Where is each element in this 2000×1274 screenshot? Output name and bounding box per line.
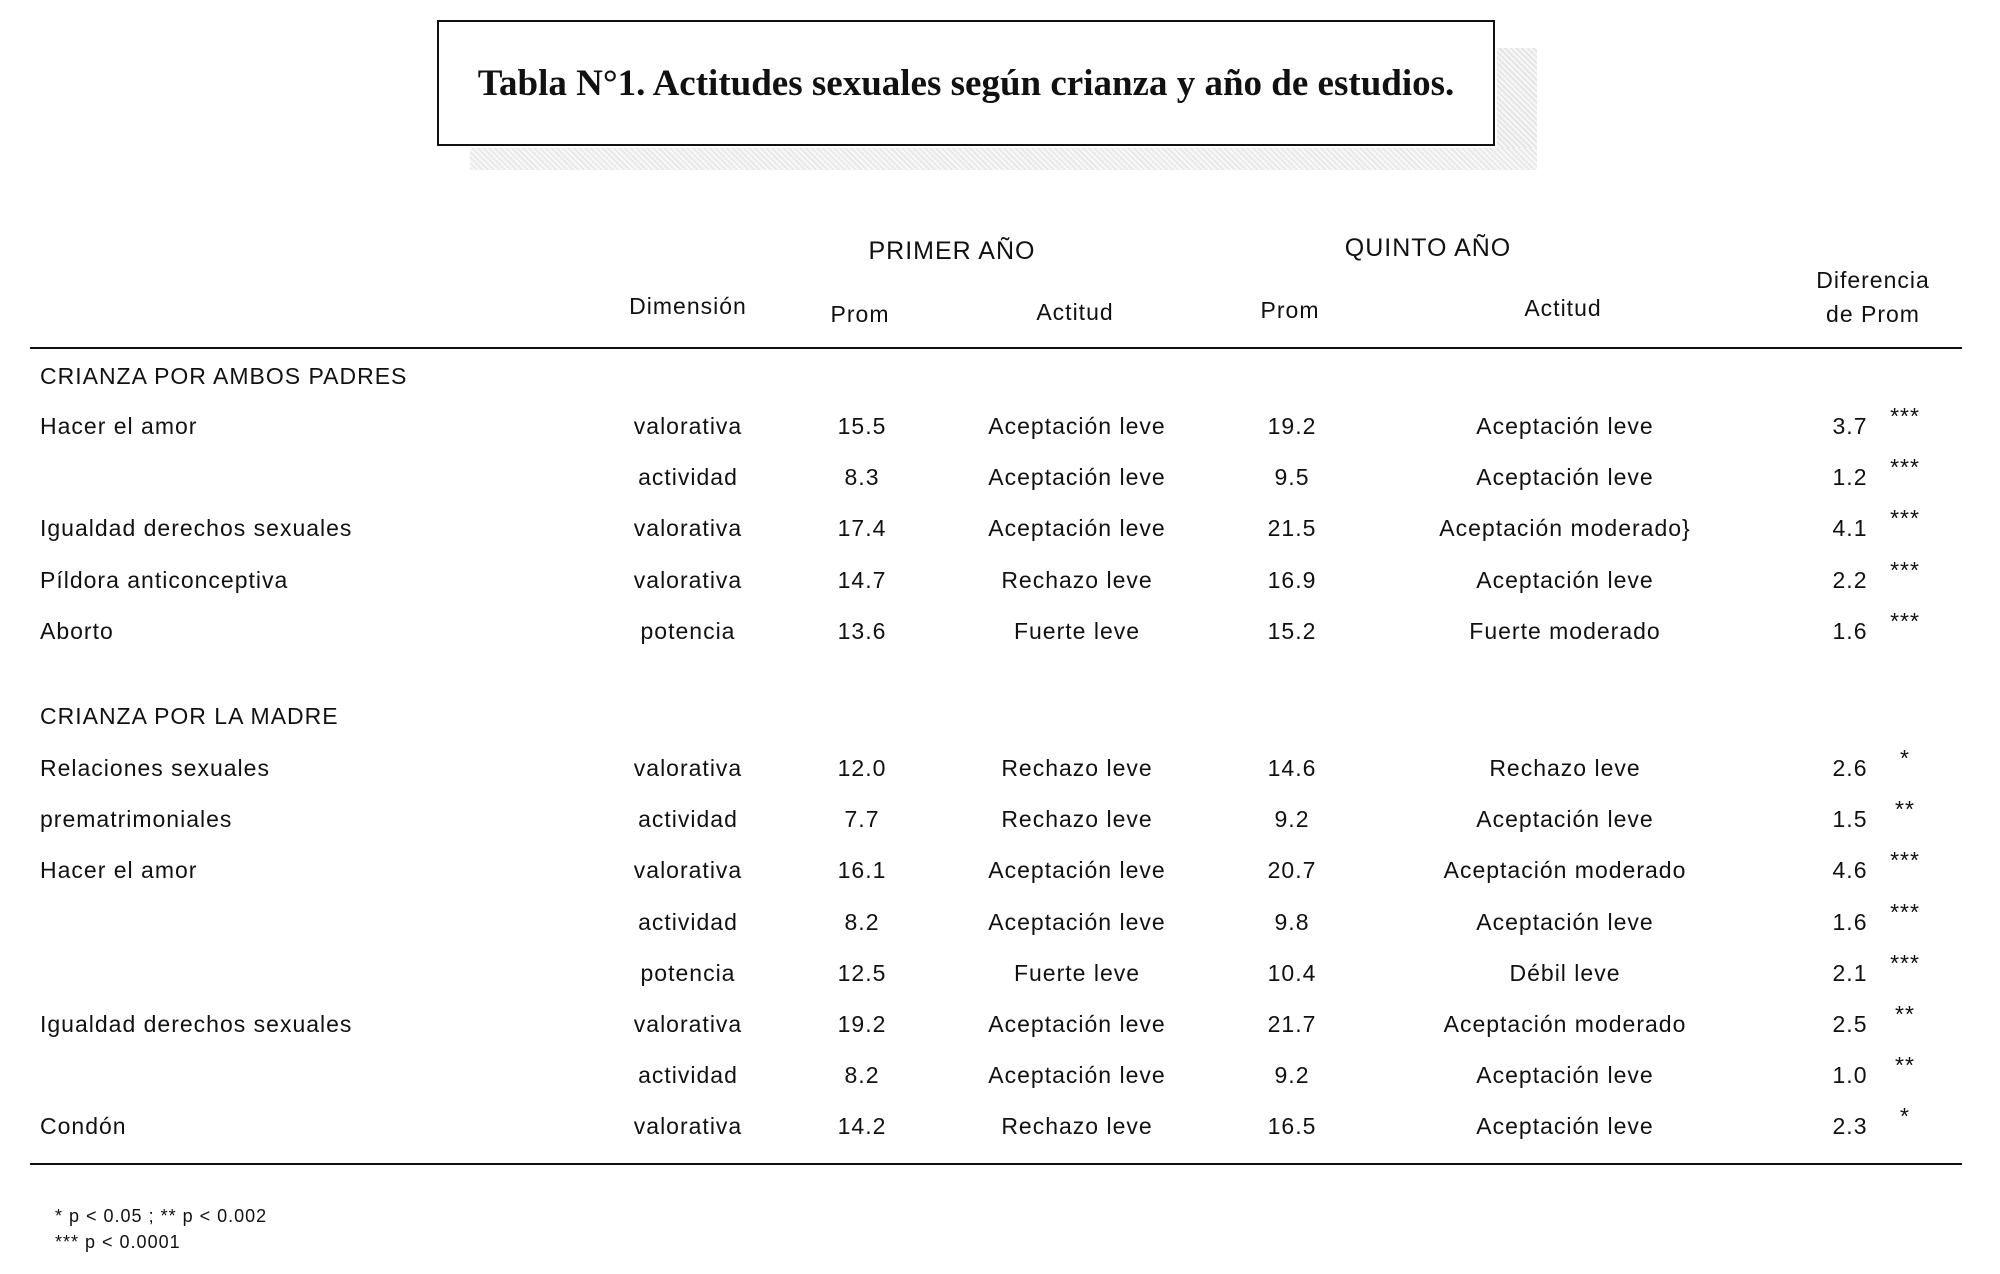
cell-diferencia: 3.7	[1832, 413, 1868, 439]
cell-prom-quinto: 9.2	[1274, 1062, 1310, 1089]
cell-prom-primer: 7.7	[844, 806, 880, 833]
cell-prom-quinto: 19.2	[1267, 413, 1317, 439]
section-heading: CRIANZA POR AMBOS PADRES	[40, 363, 408, 389]
row-label: Píldora anticonceptiva	[40, 566, 289, 593]
cell-significance: **	[1895, 796, 1915, 823]
cell-actitud-quinto: Aceptación leve	[1476, 806, 1654, 833]
cell-significance: *	[1900, 1103, 1910, 1130]
cell-diferencia: 1.6	[1832, 617, 1868, 644]
cell-actitud-quinto: Aceptación moderado}	[1439, 515, 1691, 542]
cell-prom-primer: 14.7	[837, 566, 887, 593]
cell-dimension: actividad	[638, 908, 738, 935]
cell-dimension: potencia	[640, 959, 736, 986]
cell-actitud-quinto: Aceptación moderado	[1443, 1011, 1687, 1037]
header-dimension: Dimensión	[629, 293, 747, 319]
header-de-prom: de Prom	[1826, 301, 1920, 327]
row-label: Igualdad derechos sexuales	[40, 515, 353, 542]
cell-actitud-primer: Aceptación leve	[988, 1011, 1166, 1037]
cell-dimension: valorativa	[633, 413, 743, 439]
cell-significance: **	[1895, 1052, 1915, 1079]
cell-actitud-quinto: Aceptación leve	[1476, 566, 1654, 593]
cell-significance: ***	[1890, 403, 1920, 429]
cell-actitud-primer: Rechazo leve	[1001, 755, 1153, 781]
cell-prom-quinto: 21.5	[1267, 515, 1317, 542]
header-actitud-quinto: Actitud	[1524, 295, 1602, 321]
cell-diferencia: 2.1	[1832, 959, 1868, 986]
cell-prom-quinto: 9.2	[1274, 806, 1310, 833]
row-label: Igualdad derechos sexuales	[40, 1011, 353, 1037]
section-heading: CRIANZA POR LA MADRE	[40, 703, 339, 729]
cell-actitud-quinto: Aceptación leve	[1476, 908, 1654, 935]
cell-prom-primer: 13.6	[837, 617, 887, 644]
cell-dimension: valorativa	[633, 857, 743, 884]
cell-actitud-quinto: Fuerte moderado	[1469, 617, 1661, 644]
header-rule	[30, 347, 1962, 349]
cell-actitud-primer: Aceptación leve	[988, 515, 1166, 542]
cell-diferencia: 1.0	[1832, 1062, 1868, 1089]
cell-prom-quinto: 9.8	[1274, 908, 1310, 935]
cell-prom-primer: 12.5	[837, 959, 887, 986]
cell-significance: ***	[1890, 949, 1920, 976]
cell-significance: ***	[1890, 898, 1920, 925]
cell-actitud-quinto: Aceptación leve	[1476, 1062, 1654, 1089]
cell-dimension: actividad	[638, 1062, 738, 1089]
cell-actitud-primer: Aceptación leve	[988, 464, 1166, 491]
cell-significance: ***	[1890, 556, 1920, 583]
cell-actitud-quinto: Aceptación leve	[1476, 1113, 1654, 1140]
row-label: Relaciones sexuales	[40, 755, 270, 781]
cell-diferencia: 1.6	[1832, 908, 1868, 935]
cell-dimension: actividad	[638, 806, 738, 833]
cell-actitud-primer: Fuerte leve	[1013, 617, 1141, 644]
header-diferencia: Diferencia	[1816, 267, 1930, 293]
cell-prom-primer: 12.0	[837, 755, 887, 781]
cell-prom-quinto: 15.2	[1267, 617, 1317, 644]
cell-prom-quinto: 16.5	[1267, 1113, 1317, 1140]
cell-prom-quinto: 21.7	[1267, 1011, 1317, 1037]
cell-diferencia: 1.2	[1832, 464, 1868, 491]
cell-diferencia: 2.2	[1832, 566, 1868, 593]
cell-dimension: potencia	[640, 617, 736, 644]
cell-diferencia: 4.6	[1832, 857, 1868, 884]
cell-significance: *	[1900, 745, 1910, 771]
cell-prom-primer: 14.2	[837, 1113, 887, 1140]
cell-actitud-quinto: Aceptación moderado	[1443, 857, 1687, 884]
cell-prom-primer: 17.4	[837, 515, 887, 542]
cell-diferencia: 1.5	[1832, 806, 1868, 833]
cell-significance: **	[1895, 1001, 1915, 1027]
row-label: Hacer el amor	[40, 413, 198, 439]
cell-prom-primer: 8.3	[844, 464, 880, 491]
table-title-box	[437, 20, 1495, 146]
row-label: Condón	[40, 1113, 127, 1140]
cell-prom-primer: 16.1	[837, 857, 887, 884]
cell-prom-quinto: 9.5	[1274, 464, 1310, 491]
cell-diferencia: 2.6	[1832, 755, 1868, 781]
row-label: Aborto	[40, 617, 114, 644]
footnote-line-2: *** p < 0.0001	[55, 1232, 181, 1252]
cell-prom-primer: 19.2	[837, 1011, 887, 1037]
cell-prom-primer: 15.5	[837, 413, 887, 439]
cell-prom-quinto: 14.6	[1267, 755, 1317, 781]
title-shadow-bottom	[470, 148, 1537, 170]
cell-significance: ***	[1890, 454, 1920, 481]
cell-dimension: valorativa	[633, 1113, 743, 1140]
cell-actitud-quinto: Aceptación leve	[1476, 413, 1654, 439]
cell-actitud-primer: Aceptación leve	[988, 857, 1166, 884]
cell-actitud-primer: Aceptación leve	[988, 413, 1166, 439]
cell-actitud-quinto: Débil leve	[1509, 959, 1621, 986]
cell-dimension: valorativa	[633, 566, 743, 593]
cell-significance: ***	[1890, 847, 1920, 874]
row-label: Hacer el amor	[40, 857, 198, 884]
cell-prom-quinto: 16.9	[1267, 566, 1317, 593]
cell-actitud-primer: Rechazo leve	[1001, 1113, 1153, 1140]
table-title: Tabla N°1. Actitudes sexuales según crianza y año de estudios.	[477, 62, 1455, 104]
header-prom-primer: Prom	[830, 301, 890, 327]
header-actitud-primer: Actitud	[1036, 299, 1114, 325]
cell-actitud-primer: Aceptación leve	[988, 908, 1166, 935]
cell-actitud-primer: Rechazo leve	[1001, 806, 1153, 833]
cell-actitud-primer: Aceptación leve	[988, 1062, 1166, 1089]
cell-dimension: valorativa	[633, 515, 743, 542]
footnote-line-1: * p < 0.05 ; ** p < 0.002	[55, 1206, 268, 1226]
cell-dimension: actividad	[638, 464, 738, 491]
cell-diferencia: 2.5	[1832, 1011, 1868, 1037]
cell-diferencia: 4.1	[1832, 515, 1868, 542]
header-quinto-ano: QUINTO AÑO	[1344, 234, 1512, 262]
cell-diferencia: 2.3	[1832, 1113, 1868, 1140]
cell-actitud-primer: Rechazo leve	[1001, 566, 1153, 593]
cell-actitud-quinto: Rechazo leve	[1489, 755, 1641, 781]
header-prom-quinto: Prom	[1260, 297, 1320, 323]
cell-dimension: valorativa	[633, 755, 743, 781]
bottom-rule	[30, 1163, 1962, 1165]
cell-prom-primer: 8.2	[844, 908, 880, 935]
cell-significance: ***	[1890, 505, 1920, 532]
cell-significance: ***	[1890, 607, 1920, 634]
row-label: prematrimoniales	[40, 806, 233, 833]
cell-prom-quinto: 20.7	[1267, 857, 1317, 884]
cell-prom-primer: 8.2	[844, 1062, 880, 1089]
header-primer-ano: PRIMER AÑO	[868, 237, 1036, 265]
cell-actitud-primer: Fuerte leve	[1013, 959, 1141, 986]
cell-prom-quinto: 10.4	[1267, 959, 1317, 986]
cell-actitud-quinto: Aceptación leve	[1476, 464, 1654, 491]
cell-dimension: valorativa	[633, 1011, 743, 1037]
